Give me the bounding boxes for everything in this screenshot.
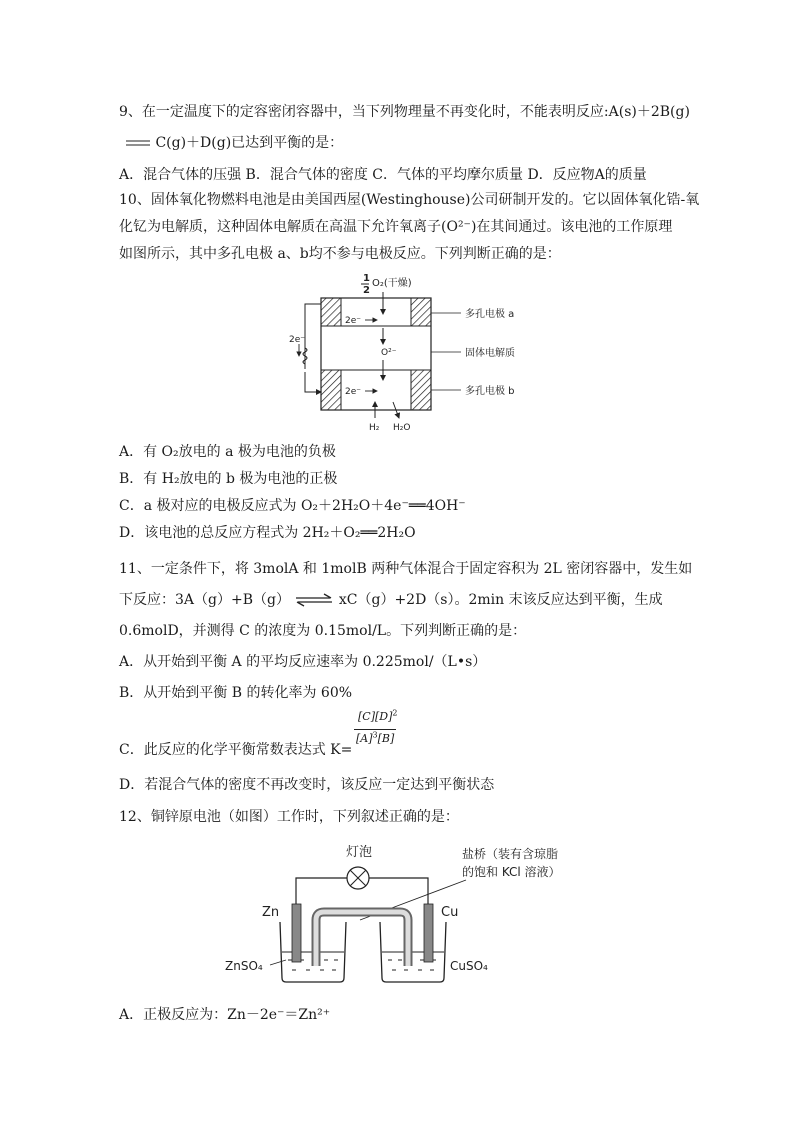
lower-electron-label: 2e⁻ (345, 387, 362, 397)
copper-zinc-cell-diagram (220, 840, 561, 1000)
o2-half-denominator: 2 (363, 285, 370, 296)
oxide-ion-label: O²⁻ (381, 348, 397, 358)
electrode-a-label: 多孔电极 a (465, 309, 515, 320)
copper-label: Cu (441, 905, 459, 920)
q9-options: A．混合气体的压强 B．混合气体的密度 C．气体的平均摩尔质量 D．反应物A的质量 (119, 167, 647, 183)
q9-stem-line2-text: C(g)＋D(g)已达到平衡的是： (155, 135, 344, 151)
o2-dry-label: O₂(干燥) (372, 278, 412, 289)
q10-option-d: D．该电池的总反应方程式为 2H₂＋O₂══2H₂O (119, 525, 416, 541)
salt-bridge-label-line1: 盐桥（装有含琼脂 (462, 847, 559, 861)
o2-half-numerator: 1 (363, 273, 370, 284)
salt-bridge-label-line2: 的饱和 KCl 溶液） (462, 865, 561, 879)
q11-option-c: C．此反应的化学平衡常数表达式 K= (119, 742, 353, 758)
q11-option-b: B．从开始到平衡 B 的转化率为 60% (119, 685, 353, 701)
electrode-b-left (321, 370, 341, 410)
bulb-label: 灯泡 (346, 845, 373, 860)
q12-option-a: A．正极反应为：Zn－2e⁻＝Zn²⁺ (119, 1007, 331, 1023)
q10-option-a: A．有 O₂放电的 a 极为电池的负极 (119, 444, 336, 460)
q9-stem-line2 (125, 134, 343, 152)
q10-stem-line2: 化钇为电解质，这种固体电解质在高温下允许氧离子(O²⁻)在其间通过。该电池的工作原理 (119, 219, 673, 235)
external-electron-label: 2e⁻ (289, 335, 306, 345)
znso4-label: ZnSO₄ (225, 959, 263, 973)
hydrogen-label: H₂ (369, 423, 380, 433)
cuso4-label: CuSO₄ (450, 959, 488, 973)
zinc-label: Zn (262, 905, 280, 920)
fraction-numerator: $[C][D]^2$ (358, 708, 398, 723)
fraction-denominator: $[A]^3[B]$ (356, 730, 395, 745)
reversible-arrow-icon (294, 594, 334, 606)
electrode-b-right (411, 370, 431, 410)
q10-option-b: B．有 H₂放电的 b 极为电池的正极 (119, 471, 338, 487)
q11-stem-line3: 0.6molD，并测得 C 的浓度为 0.15mol/L。下列判断正确的是： (119, 623, 527, 639)
electrolyte-label: 固体电解质 (465, 348, 515, 359)
q10-stem-line3: 如图所示，其中多孔电极 a、b均不参与电极反应。下列判断正确的是： (119, 246, 561, 262)
q11-option-a: A．从开始到平衡 A 的平均反应速率为 0.225mol/（L•s） (119, 654, 487, 670)
q9-stem-line1: 9、在一定温度下的定容密闭容器中，当下列物理量不再变化时，不能表明反应:A(s)＋2B(g) (119, 104, 690, 120)
q10-stem-line1: 10、固体氧化物燃料电池是由美国西屋(Westinghouse)公司研制开发的。它以固体氧化锆-氧 (119, 192, 700, 208)
electrode-a-right (411, 298, 431, 326)
q12-stem-line1: 12、铜锌原电池（如图）工作时，下列叙述正确的是： (119, 809, 459, 825)
q11-option-d: D．若混合气体的密度不再改变时，该反应一定达到平衡状态 (119, 777, 495, 793)
q11-stem-line1: 11、一定条件下，将 3molA 和 1molB 两种气体混合于固定容积为 2L 密闭容器中，发生如 (119, 561, 693, 577)
q11-stem-line2-right: xC（g）+2D（s）。2min 末该反应达到平衡，生成 (338, 592, 663, 608)
electrode-b-label: 多孔电极 b (465, 386, 515, 397)
q11-stem-line2 (119, 591, 663, 609)
electrode-a-left (321, 298, 341, 326)
zinc-electrode (292, 904, 301, 962)
q11-stem-line2-left: 下反应：3A（g）+B（g） (119, 592, 290, 608)
water-label: H₂O (393, 423, 411, 433)
upper-electron-label: 2e⁻ (345, 316, 362, 326)
q10-option-c: C．a 极对应的电极反应式为 O₂＋2H₂O＋4e⁻══4OH⁻ (119, 498, 466, 514)
fuel-cell-diagram (285, 268, 545, 438)
equilibrium-arrow-icon (125, 138, 151, 148)
copper-electrode (424, 904, 433, 962)
salt-bridge (316, 912, 408, 966)
